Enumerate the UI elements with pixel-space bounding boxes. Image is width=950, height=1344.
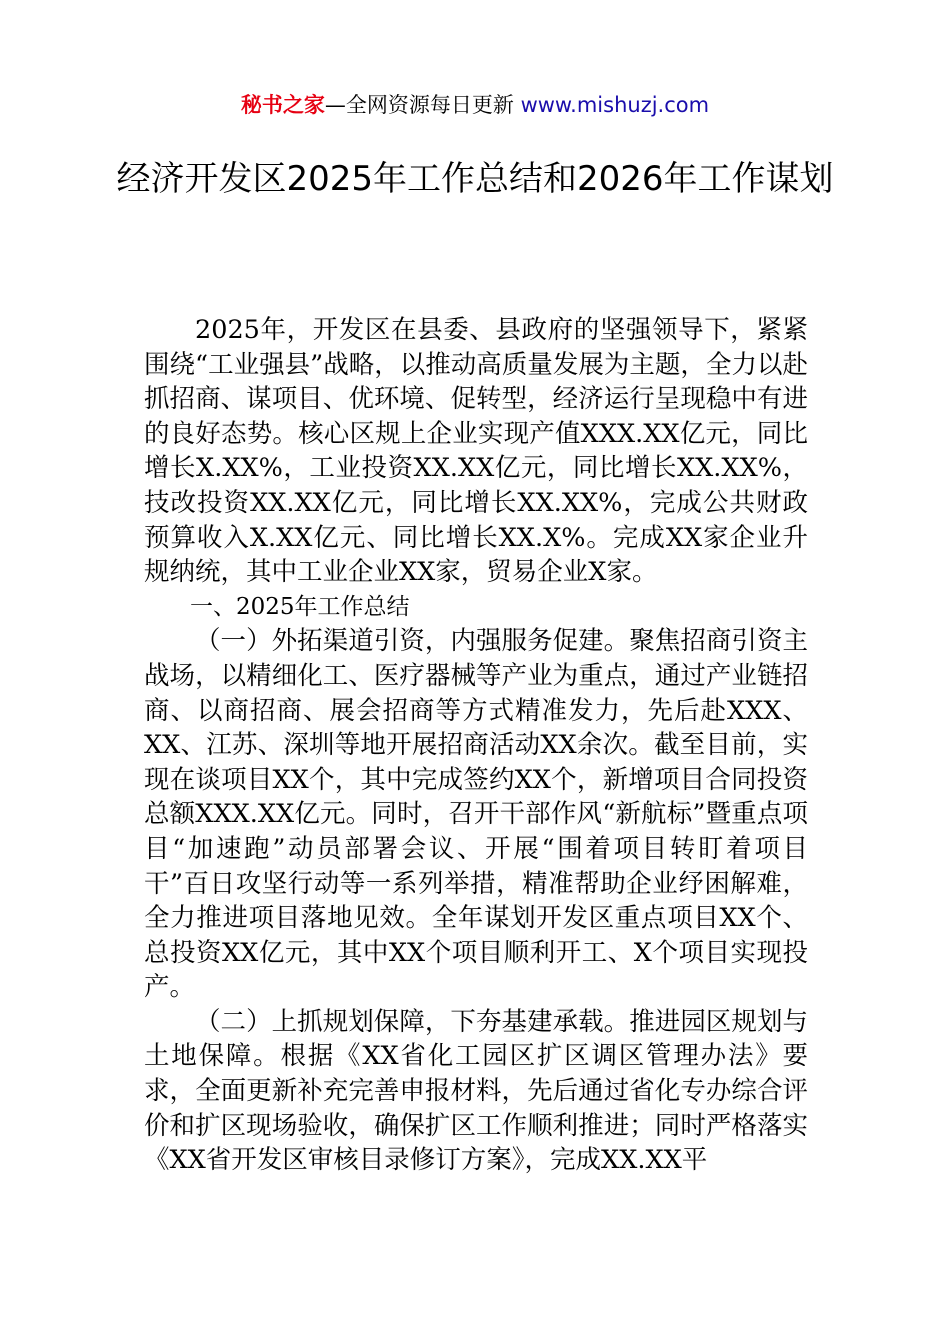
body-paragraph: （二）上抓规划保障，下夯基建承载。推进园区规划与土地保障。根据《XX省化工园区扩区调区管理办法》要求，全面更新补充完善申报材料，先后通过省化专办综合评价和扩区现场验收，确保扩区工作顺利推进；同时严格落实《XX省开发区审核目录修订方案》，完成XX.XX平 xyxy=(144,1006,808,1176)
body-paragraph: （一）外拓渠道引资，内强服务促建。聚焦招商引资主战场，以精细化工、医疗器械等产业为重点，通过产业链招商、以商招商、展会招商等方式精准发力，先后赴XXX、XX、江苏、深圳等地开展招商活动XX余次。截至目前，实现在谈项目XX个，其中完成签约XX个，新增项目合同投资总额XXX.XX亿元。同时，召开干部作风“新航标”暨重点项目“加速跑”动员部署会议、开展“围着项目转盯着项目干”百日攻坚行动等一系列举措，精准帮助企业纾困解难，全力推进项目落地见效。全年谋划开发区重点项目XX个、总投资XX亿元，其中XX个项目顺利开工、X个项目实现投产。 xyxy=(144,626,808,1003)
site-header xyxy=(0,90,950,120)
site-tagline: —全网资源每日更新 xyxy=(324,93,521,117)
site-url-link[interactable]: www.mishuzj.com xyxy=(520,93,710,117)
document-title: 经济开发区2025年工作总结和2026年工作谋划 xyxy=(116,159,834,199)
intro-paragraph: 2025年，开发区在县委、县政府的坚强领导下，紧紧围绕“工业强县”战略，以推动高质量发展为主题，全力以赴抓招商、谋项目、优环境、促转型，经济运行呈现稳中有进的良好态势。核心区规上企业实现产值XXX.XX亿元，同比增长X.XX%，工业投资XX.XX亿元，同比增长XX.XX%，技改投资XX.XX亿元，同比增长XX.XX%，完成公共财政预算收入X.XX亿元、同比增长XX.X%。完成XX家企业升规纳统，其中工业企业XX家，贸易企业X家。 xyxy=(144,315,808,588)
site-brand: 秘书之家 xyxy=(240,93,325,117)
document-body xyxy=(144,313,808,1178)
section-heading: 一、2025年工作总结 xyxy=(190,593,410,620)
